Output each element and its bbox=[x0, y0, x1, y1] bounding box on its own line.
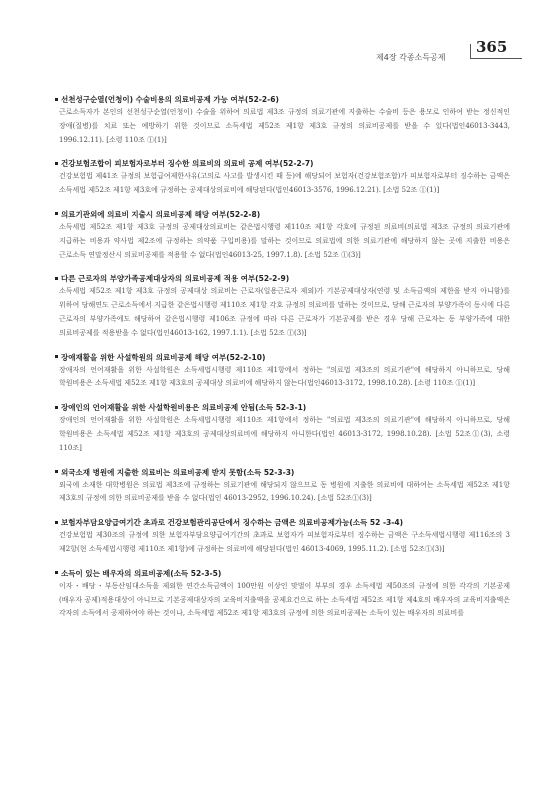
section-title-text: 건강보험조합이 피보험자로부터 징수한 의료비의 의료비 공제 여부(52-2-7) bbox=[61, 159, 314, 169]
bullet-icon bbox=[55, 571, 58, 574]
section-title bbox=[55, 467, 510, 479]
section-body: 이자・배당・부동산임대소득을 제외한 연간소득금액이 100만원 이상인 맞벌이 부부의 경우 소득세법 제50조의 규정에 의한 각각의 기본공제(배우자 공제)적용대상이 아니므로 기본공제대상자의 교육비지출액을 공제요건으로 하는 소득세법 제52조 제1항 제4호의 배우자의 교육비지출액은 각자의 소득에서 공제하여야 하는 것이나, 소득세법 제52조 제1항 제3호의 규정에 의한 의료비공제는 소득이 있는 배우자의 의료비를 bbox=[59, 581, 510, 618]
bullet-icon bbox=[55, 277, 58, 280]
document-body bbox=[56, 94, 510, 632]
section-title bbox=[55, 209, 510, 221]
section-title bbox=[55, 517, 510, 529]
section-title-text: 장애인의 언어재활을 위한 사설학원비용은 의료비공제 안됨(소득 52-3-1) bbox=[61, 403, 307, 413]
bullet-icon bbox=[55, 521, 58, 524]
section bbox=[56, 568, 510, 621]
section bbox=[56, 402, 510, 455]
section-title-text: 외국소재 병원에 지출한 의료비는 의료비공제 받지 못함(소득 52-3-3) bbox=[61, 467, 295, 477]
section-body: 장애인의 언어재활을 위한 사설학원은 소득세법시행령 제110조 제1항에서 정하는 "의료법 제3조의 의료기관"에 해당하지 아니하므로, 당해 학원비용은 소득세법 제52조 제1항 제3호의 공제대상의료비에 해당하지 아니한다(법인 46013-3172, 1998.10.28). [소법 52조①(3), 소령 110조] bbox=[59, 416, 510, 452]
bullet-icon bbox=[55, 406, 58, 409]
bullet-icon bbox=[55, 162, 58, 165]
bullet-icon bbox=[55, 212, 58, 215]
section-body: 외국에 소재한 대학병원은 의료법 제3조에 규정하는 의료기관에 해당되지 않으므로 동 병원에 지출한 의료비에 대하여는 소득세법 제52조 제1항 제3호의 규정에 의한 의료비공제를 받을 수 없다(법인 46013-2952, 1996.10.24). [소법 52조①(3)] bbox=[59, 480, 510, 503]
bullet-icon bbox=[55, 470, 58, 473]
section bbox=[56, 517, 510, 557]
section-title bbox=[55, 402, 510, 414]
section-title-text: 장애재활을 위한 사설학원의 의료비공제 해당 여부(52-2-10) bbox=[61, 352, 266, 362]
section bbox=[56, 467, 510, 507]
section bbox=[56, 273, 510, 340]
section-body: 근로소득자가 본인의 선천성구순열(언청이) 수술을 위하여 의료법 제3조 규정의 의료기관에 지출하는 수술비 등은 용모로 인하여 받는 정신적인 장애(질병)를 치료 또는 예방하기 위한 것이므로 소득세법 제52조 제1항 제3호 규정의 의료비공제를 받을 수 있다(법인46013-3443, 1996.12.11). [소령 110조 ①(1)] bbox=[59, 108, 510, 144]
bullet-icon bbox=[55, 98, 58, 101]
chapter-title: 제4장 각종소득공제 bbox=[376, 53, 446, 62]
page-header bbox=[0, 30, 550, 70]
section-body: 소득세법 제52조 제1항 제3호 규정의 공제대상의료비는 같은법시행령 제110조 제1항 각호에 규정된 의료비(의료법 제3조 규정의 의료기관에 지급하는 비용과 약사법 제2조에 규정하는 의약품 구입비용)를 말하는 것이므로 의료법에 의한 의료기관에 해당하지 않는 곳에 지출한 비용은 근로소득 연말정산시 의료비공제를 적용할 수 없다(법인46013-25, 1997.1.8). [소법 52조 ①(3)] bbox=[59, 222, 510, 259]
section-title-text: 보험자부담요양급여기간 초과로 건강보험관리공단에서 징수하는 금액은 의료비공제가능(소득 52 -3-4) bbox=[61, 518, 404, 528]
section-body: 건강보험법 제30조의 규정에 의한 보험자부담요양급여기간의 초과로 보험자가 피보험자로부터 징수하는 금액은 구소득세법시행령 제116조의 3 제2항(현 소득세법시행령 제110조 제1항)에 규정하는 의료비에 해당된다(법인 46013-4069, 1995.11.2). [소법 52조①(3)] bbox=[59, 531, 510, 553]
section bbox=[56, 94, 510, 147]
section bbox=[56, 209, 510, 262]
section-title-text: 의료기관외에 의료비 지출시 의료비공제 해당 여부(52-2-8) bbox=[61, 209, 261, 219]
section-title-text: 다른 근로자의 부양가족공제대상자의 의료비공제 적용 여부(52-2-9) bbox=[61, 274, 290, 284]
section-body: 소득세법 제52조 제1항 제3호 규정의 공제대상 의료비는 근로자(일용근로자 제외)가 기본공제대상자(연령 및 소득금액의 제한을 받지 아니함)를 위하여 당해연도 근로소득에서 지급한 같은법시행령 제110조 제1항 각호 규정의 의료비를 말하는 것이므로, 당해 근로자의 부양가족이 동시에 다른 근로자의 부양가족에도 해당하여 같은법시행령 제106조 규정에 따라 다른 근로자가 기본공제를 받은 경우 당해 근로자는 동 부양가족에 대한 의료비공제를 적용받을 수 없다(법인46013-162, 1997.1.1). [소법 52조 ①(3)] bbox=[59, 287, 510, 337]
section-title bbox=[55, 94, 510, 106]
header-divider bbox=[470, 58, 522, 59]
section-title bbox=[55, 352, 510, 364]
section-body: 장애자의 언어재활을 위한 사설학원은 소득세법시행령 제110조 제1항에서 정하는 "의료법 제3조의 의료기관"에 해당하지 아니하므로, 당해 학원비용은 소득세법 제52조 제1항 제3호의 공제대상 의료비에 해당하지 않는다(법인46013-3172, 1998.10.28). [소령 110조 ①(1)] bbox=[59, 365, 510, 388]
bullet-icon bbox=[55, 355, 58, 358]
section-title bbox=[55, 568, 510, 580]
section-title bbox=[55, 273, 510, 285]
section bbox=[56, 352, 510, 392]
header-divider-tick bbox=[470, 44, 471, 58]
section bbox=[56, 158, 510, 198]
page-number: 365 bbox=[476, 38, 508, 56]
section-title-text: 소득이 있는 배우자의 의료비공제(소득 52-3-5) bbox=[61, 568, 222, 578]
section-title-text: 선천성구순열(언청이) 수술비용의 의료비공제 가능 여부(52-2-6) bbox=[61, 95, 279, 104]
section-body: 건강보험법 제41조 규정의 보험급여제한사유(고의로 사고를 발생시킨 때 등)에 해당되어 보험자(건강보험조합)가 피보험자로부터 징수하는 금액은 소득세법 제52조 제1항 제3호에 규정하는 공제대상의료비에 해당된다(법인46013-3576, 1996.12.21). [소법 52조 ①(1)] bbox=[59, 172, 510, 195]
section-title bbox=[55, 158, 510, 170]
